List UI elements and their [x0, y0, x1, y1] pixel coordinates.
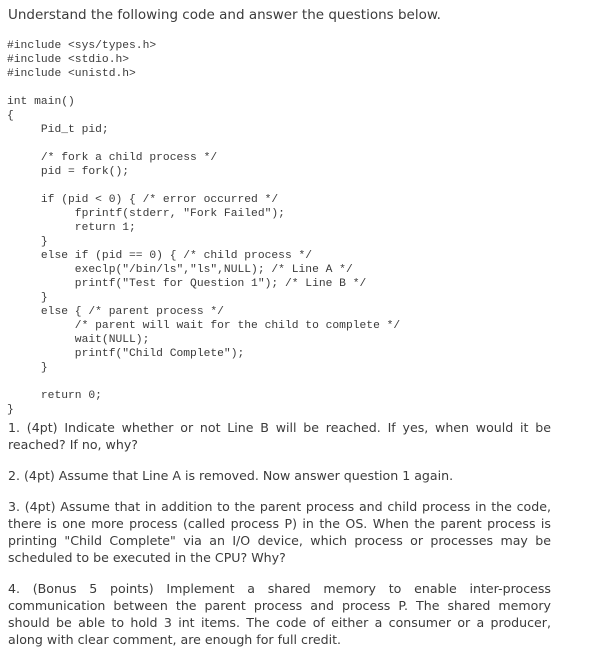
- code-line: {: [7, 110, 14, 122]
- code-line: return 1;: [7, 222, 136, 234]
- code-line: #include <unistd.h>: [7, 68, 136, 80]
- code-line: wait(NULL);: [7, 334, 150, 346]
- code-line: }: [7, 292, 48, 304]
- code-line: else if (pid == 0) { /* child process */: [7, 250, 313, 262]
- question-4: 4. (Bonus 5 points) Implement a shared memory to enable inter-process communication between the parent process and process P. The shared memory should be able to hold 3 int items. The code of either a consumer or a producer, along with clear comment, are enough for full credit.: [8, 581, 551, 647]
- code-line: return 0;: [7, 390, 102, 402]
- question-3: 3. (4pt) Assume that in addition to the parent process and child process in the code, there is one more process (called process P) in the OS. When the parent process is printing "Child Complete" via an I/O device, which process or processes may be scheduled to be executed in the CPU? Why?: [8, 499, 551, 565]
- code-line: execlp("/bin/ls","ls",NULL); /* Line A */: [7, 264, 353, 276]
- question-1: 1. (4pt) Indicate whether or not Line B will be reached. If yes, when would it be reached? If no, why?: [8, 420, 551, 452]
- code-line: if (pid < 0) { /* error occurred */: [7, 194, 279, 206]
- code-line: }: [7, 236, 48, 248]
- code-line: Pid_t pid;: [7, 124, 109, 136]
- code-line: /* fork a child process */: [7, 152, 218, 164]
- code-line: printf("Child Complete");: [7, 348, 245, 360]
- code-line: /* parent will wait for the child to complete */: [7, 320, 401, 332]
- code-line: }: [7, 362, 48, 374]
- code-line: printf("Test for Question 1"); /* Line B */: [7, 278, 367, 290]
- code-line: }: [7, 404, 14, 416]
- code-line: #include <stdio.h>: [7, 54, 130, 66]
- code-line: int main(): [7, 96, 75, 108]
- question-2: 2. (4pt) Assume that Line A is removed. Now answer question 1 again.: [8, 468, 454, 483]
- code-line: pid = fork();: [7, 166, 130, 178]
- code-line: #include <sys/types.h>: [7, 40, 157, 52]
- code-line: else { /* parent process */: [7, 306, 224, 318]
- intro-text: Understand the following code and answer the questions below.: [8, 7, 441, 23]
- questions-list: [8, 419, 551, 648]
- code-line: fprintf(stderr, "Fork Failed");: [7, 208, 285, 220]
